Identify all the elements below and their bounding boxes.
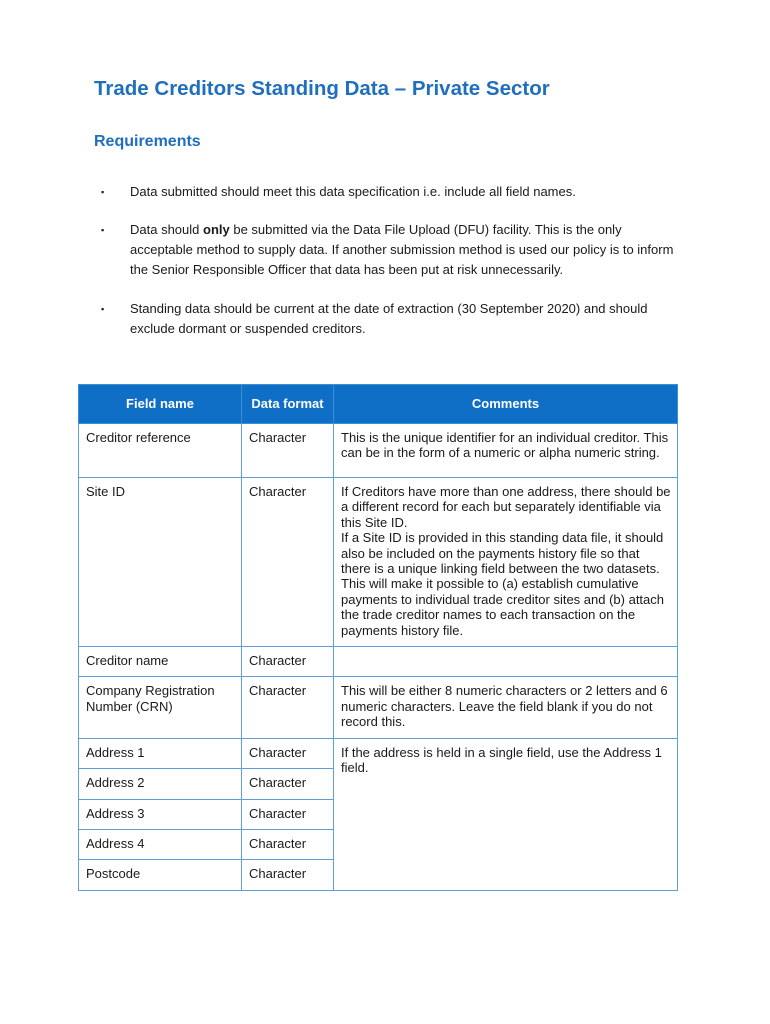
cell-data-format: Character: [242, 860, 334, 890]
cell-comment: This is the unique identifier for an individual creditor. This can be in the form of a numeric or alpha numeric string.: [334, 424, 678, 478]
header-data-format: Data format: [242, 385, 334, 424]
bullet-square-icon: ▪: [101, 187, 105, 197]
cell-field-name: Creditor reference: [79, 424, 242, 478]
cell-comment-address: If the address is held in a single field, use the Address 1 field.: [334, 738, 678, 890]
field-specification-table: [78, 384, 678, 891]
cell-data-format: Character: [242, 738, 334, 768]
cell-comment: [334, 647, 678, 677]
cell-data-format: Character: [242, 829, 334, 859]
section-heading-requirements: Requirements: [94, 133, 201, 150]
requirement-item: [101, 182, 675, 202]
cell-field-name: Postcode: [79, 860, 242, 890]
cell-data-format: Character: [242, 478, 334, 647]
cell-field-name: Address 2: [79, 769, 242, 799]
cell-field-name: Company Registration Number (CRN): [79, 677, 242, 738]
cell-data-format: Character: [242, 677, 334, 738]
cell-field-name: Address 3: [79, 799, 242, 829]
cell-data-format: Character: [242, 769, 334, 799]
table-row: [79, 478, 678, 647]
requirement-text: Data submitted should meet this data specification i.e. include all field names.: [130, 184, 576, 199]
table-row: [79, 677, 678, 738]
requirement-item: [101, 299, 675, 339]
table-row: [79, 738, 678, 768]
requirement-item: [101, 220, 675, 280]
cell-comment: [334, 478, 678, 647]
comment-paragraph: If Creditors have more than one address, there should be a different record for each but separately identifiable via this Site ID.: [341, 484, 671, 530]
page-title: Trade Creditors Standing Data – Private Sector: [94, 77, 550, 100]
cell-data-format: Character: [242, 647, 334, 677]
requirement-text-after: be submitted via the Data File Upload (DFU) facility. This is the only acceptable method to supply data. If another submission method is used our policy is to inform the Senior Responsible Officer that data has been put at risk unnecessarily.: [130, 222, 674, 277]
cell-field-name: Address 1: [79, 738, 242, 768]
cell-field-name: Creditor name: [79, 647, 242, 677]
cell-data-format: Character: [242, 424, 334, 478]
header-comments: Comments: [334, 385, 678, 424]
table-row: [79, 647, 678, 677]
cell-field-name: Site ID: [79, 478, 242, 647]
cell-data-format: Character: [242, 799, 334, 829]
table-header-row: [79, 385, 678, 424]
requirement-emphasis: only: [203, 222, 230, 237]
bullet-square-icon: ▪: [101, 225, 105, 235]
cell-field-name: Address 4: [79, 829, 242, 859]
header-field-name: Field name: [79, 385, 242, 424]
requirement-text-before: Data should: [130, 222, 203, 237]
requirement-text: Standing data should be current at the date of extraction (30 September 2020) and should exclude dormant or suspended creditors.: [130, 301, 648, 336]
cell-comment: This will be either 8 numeric characters or 2 letters and 6 numeric characters. Leave the field blank if you do not record this.: [334, 677, 678, 738]
bullet-square-icon: ▪: [101, 304, 105, 314]
comment-paragraph: If a Site ID is provided in this standing data file, it should also be included on the payments history file so that there is a unique linking field between the two datasets. This will make it possible to (a) establish cumulative payments to individual trade creditor sites and (b) attach the trade creditor names to each transaction on the payments history file.: [341, 530, 665, 638]
table-row: [79, 424, 678, 478]
